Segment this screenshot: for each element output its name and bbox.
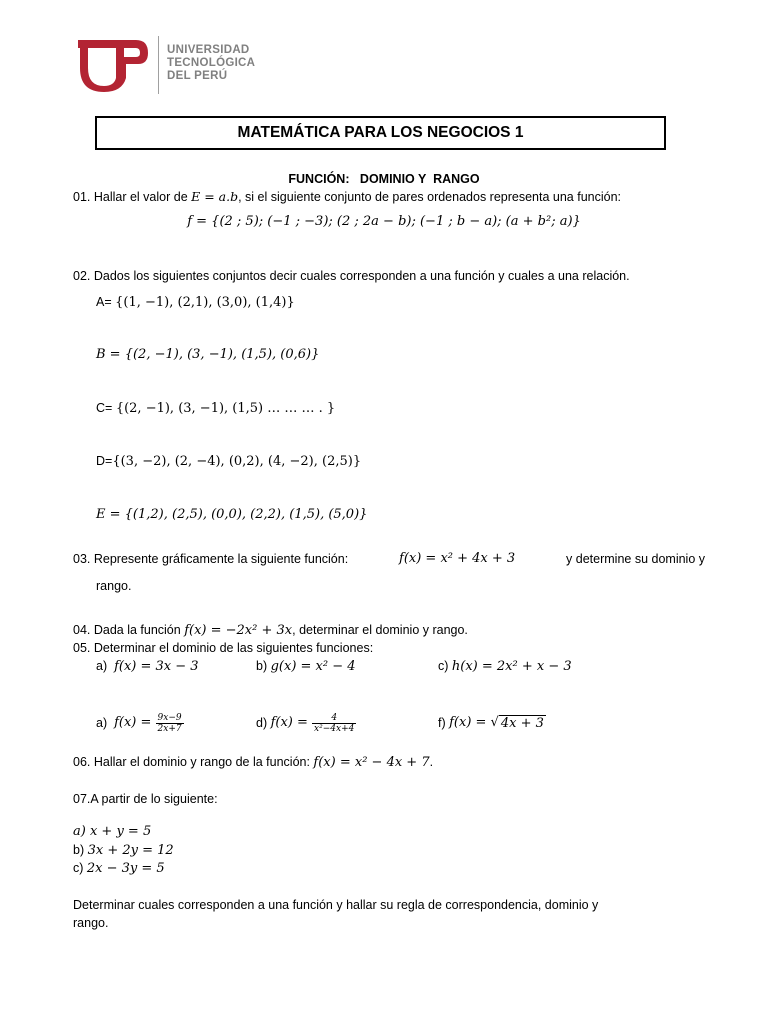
q05-a2-fraction: $\frac{9x-9}{2x+7}$ bbox=[157, 712, 182, 734]
q03-formula: f(x) = x² + 4x + 3 bbox=[399, 551, 516, 566]
q05-item-a2: a) f(x) = $\frac{9x-9}{2x+7}$ bbox=[96, 712, 182, 734]
question-03: 03. Represente gráficamente la siguiente función: f(x) = x² + 4x + 3 y determine su dominio y bbox=[73, 551, 705, 566]
set-c: C= {(2, −1), (3, −1), (1,5) … … … . } bbox=[96, 401, 336, 416]
logo-divider bbox=[158, 36, 159, 94]
q01-formula: f = {(2 ; 5); (−1 ; −3); (2 ; 2a − b); (−1 ; b − a); (a + b²; a)} bbox=[187, 214, 581, 229]
set-b: B = {(2, −1), (3, −1), (1,5), (0,6)} bbox=[96, 347, 320, 362]
q04-formula: f(x) = −2x² + 3x bbox=[184, 623, 293, 638]
question-02: 02. Dados los siguientes conjuntos decir cuales corresponden a una función y cuales a una relación. bbox=[73, 269, 630, 283]
q01-math: E = a.b bbox=[191, 189, 239, 204]
title-text: MATEMÁTICA PARA LOS NEGOCIOS 1 bbox=[237, 124, 524, 141]
q07-eq-a: a) x + y = 5 bbox=[73, 824, 152, 839]
utp-logo bbox=[78, 34, 268, 96]
logo-text bbox=[167, 44, 255, 83]
q07-final-line-2: rango. bbox=[73, 916, 109, 930]
question-05: 05. Determinar el dominio de las siguientes funciones: bbox=[73, 641, 374, 655]
q07-eq-b: b) 3x + 2y = 12 bbox=[73, 843, 174, 858]
q06-formula: f(x) = x² − 4x + 7 bbox=[313, 755, 430, 770]
question-06: 06. Hallar el dominio y rango de la función: f(x) = x² − 4x + 7. bbox=[73, 755, 434, 770]
q07-final-line-1: Determinar cuales corresponden a una función y hallar su regla de correspondencia, dominio y bbox=[73, 898, 599, 912]
logo-line-1: UNIVERSIDAD bbox=[167, 44, 250, 56]
question-04: 04. Dada la función f(x) = −2x² + 3x, determinar el dominio y rango. bbox=[73, 623, 468, 638]
q05-item-f: f) f(x) = √ 4x + 3 bbox=[438, 715, 544, 731]
document-title bbox=[95, 116, 666, 150]
subtitle: FUNCIÓN: DOMINIO Y RANGO bbox=[288, 172, 480, 186]
set-e: E = {(1,2), (2,5), (0,0), (2,2), (1,5), (5,0)} bbox=[96, 507, 368, 522]
q05-item-c: c) h(x) = 2x² + x − 3 bbox=[438, 659, 572, 674]
question-01: 01. Hallar el valor de E = a.b, si el siguiente conjunto de pares ordenados representa una función: bbox=[73, 189, 622, 204]
question-07: 07.A partir de lo siguiente: bbox=[73, 792, 218, 806]
set-a: A= {(1, −1), (2,1), (3,0), (1,4)} bbox=[96, 295, 295, 310]
q05-item-a1: a) f(x) = 3x − 3 bbox=[96, 659, 199, 674]
q07-eq-c: c) 2x − 3y = 5 bbox=[73, 861, 165, 876]
q05-item-b: b) g(x) = x² − 4 bbox=[256, 659, 356, 674]
q05-d-fraction: $\frac{4}{\text{x²−4x+4}}$ bbox=[314, 712, 355, 734]
q05-f-radicand: 4x + 3 bbox=[500, 715, 544, 731]
q03-line-2: rango. bbox=[96, 579, 132, 593]
q05-item-d: d) f(x) = $\frac{4}{\text{x²−4x+4}}$ bbox=[256, 712, 355, 734]
logo-line-3: DEL PERÚ bbox=[167, 70, 228, 82]
utp-logo-mark bbox=[78, 34, 150, 96]
logo-line-2: TECNOLÓGICA bbox=[167, 57, 256, 69]
set-d: D={(3, −2), (2, −4), (0,2), (4, −2), (2,5)} bbox=[96, 454, 362, 469]
